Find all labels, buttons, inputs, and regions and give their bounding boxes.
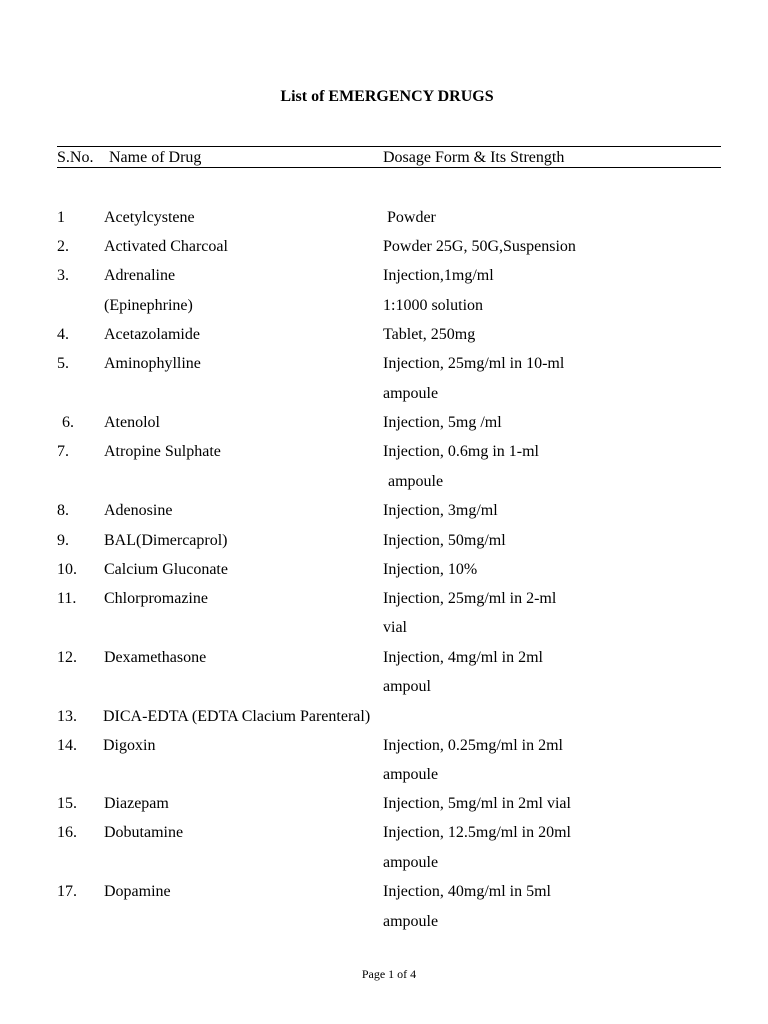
table-row — [0, 354, 768, 383]
row-number: 14. — [57, 737, 77, 754]
table-row — [0, 208, 768, 237]
table-row — [0, 531, 768, 560]
drug-name: Aminophylline — [104, 355, 201, 372]
drug-name: Dexamethasone — [104, 649, 207, 666]
table-row — [0, 765, 768, 794]
table-row — [0, 794, 768, 823]
dosage-form: Injection,1mg/ml — [383, 267, 494, 284]
drug-name: Activated Charcoal — [104, 238, 228, 255]
row-number: 17. — [57, 883, 77, 900]
dosage-form: Injection, 0.6mg in 1-ml — [383, 443, 539, 460]
drug-name: Dopamine — [104, 883, 171, 900]
dosage-form: ampoule — [383, 913, 439, 930]
row-number: 6. — [62, 414, 74, 431]
drug-name: Chlorpromazine — [104, 590, 208, 607]
table-row — [0, 648, 768, 677]
dosage-form: Injection, 40mg/ml in 5ml — [383, 883, 551, 900]
dosage-form: Injection, 3mg/ml — [383, 502, 498, 519]
table-row — [0, 501, 768, 530]
dosage-form: ampoul — [383, 678, 431, 695]
dosage-form: Injection, 50mg/ml — [383, 532, 506, 549]
dosage-form: Powder 25G, 50G,Suspension — [383, 238, 576, 255]
row-number: 1 — [57, 209, 65, 226]
table-row — [0, 618, 768, 647]
header-drug-name: Name of Drug — [109, 149, 202, 166]
page-title: List of EMERGENCY DRUGS — [280, 88, 494, 105]
table-row — [0, 266, 768, 295]
dosage-form: Injection, 25mg/ml in 10-ml — [383, 355, 565, 372]
dosage-form: ampoule — [388, 473, 444, 490]
row-number: 3. — [57, 267, 69, 284]
table-row — [0, 237, 768, 266]
drug-name: (Epinephrine) — [104, 297, 193, 314]
dosage-form: Powder — [383, 209, 436, 226]
drug-name: Atropine Sulphate — [104, 443, 221, 460]
drug-name: Dobutamine — [104, 824, 184, 841]
drug-name: Acetylcystene — [104, 209, 195, 226]
row-number: 4. — [57, 326, 69, 343]
table-row — [0, 472, 768, 501]
row-number: 16. — [57, 824, 77, 841]
dosage-form: Injection, 4mg/ml in 2ml — [383, 649, 543, 666]
table-row — [0, 912, 768, 941]
dosage-form: vial — [383, 619, 407, 636]
table-row — [0, 823, 768, 852]
row-number: 15. — [57, 795, 77, 812]
row-number: 10. — [57, 561, 77, 578]
row-number: 12. — [57, 649, 77, 666]
dosage-form: Injection, 10% — [383, 561, 478, 578]
drug-name: Adenosine — [104, 502, 173, 519]
table-row — [0, 882, 768, 911]
row-number: 7. — [57, 443, 69, 460]
header-top-rule — [57, 146, 721, 147]
table-row — [0, 442, 768, 471]
table-row — [0, 384, 768, 413]
dosage-form: Injection, 5mg/ml in 2ml vial — [383, 795, 571, 812]
dosage-form: ampoule — [383, 385, 439, 402]
drug-name: Acetazolamide — [104, 326, 200, 343]
drug-name: Calcium Gluconate — [104, 561, 228, 578]
drug-name: Adrenaline — [104, 267, 176, 284]
row-number: 11. — [57, 590, 77, 607]
drug-name: Diazepam — [104, 795, 169, 812]
row-number: 9. — [57, 532, 69, 549]
table-row — [0, 853, 768, 882]
table-row — [0, 325, 768, 354]
row-number: 13. — [57, 708, 77, 725]
row-number: 5. — [57, 355, 69, 372]
row-number: 2. — [57, 238, 69, 255]
drug-name: BAL(Dimercaprol) — [104, 532, 228, 549]
table-row — [0, 707, 768, 736]
table-row — [0, 296, 768, 325]
table-row — [0, 677, 768, 706]
dosage-form: Injection, 25mg/ml in 2-ml — [383, 590, 557, 607]
dosage-form: Injection, 12.5mg/ml in 20ml — [383, 824, 571, 841]
dosage-form: ampoule — [383, 854, 439, 871]
header-sno: S.No. — [57, 149, 94, 166]
table-row — [0, 736, 768, 765]
drug-name: Digoxin — [103, 737, 156, 754]
header-bottom-rule — [57, 167, 721, 168]
drug-name: Atenolol — [104, 414, 160, 431]
drug-name: DICA-EDTA (EDTA Clacium Parenteral) — [103, 708, 371, 725]
dosage-form: Injection, 0.25mg/ml in 2ml — [383, 737, 563, 754]
table-row — [0, 560, 768, 589]
row-number: 8. — [57, 502, 69, 519]
dosage-form: 1:1000 solution — [383, 297, 484, 314]
dosage-form: ampoule — [383, 766, 439, 783]
header-dosage-form: Dosage Form & Its Strength — [383, 149, 565, 166]
dosage-form: Injection, 5mg /ml — [383, 414, 502, 431]
page-number: Page 1 of 4 — [361, 967, 417, 981]
table-row — [0, 413, 768, 442]
table-row — [0, 589, 768, 618]
dosage-form: Tablet, 250mg — [383, 326, 476, 343]
